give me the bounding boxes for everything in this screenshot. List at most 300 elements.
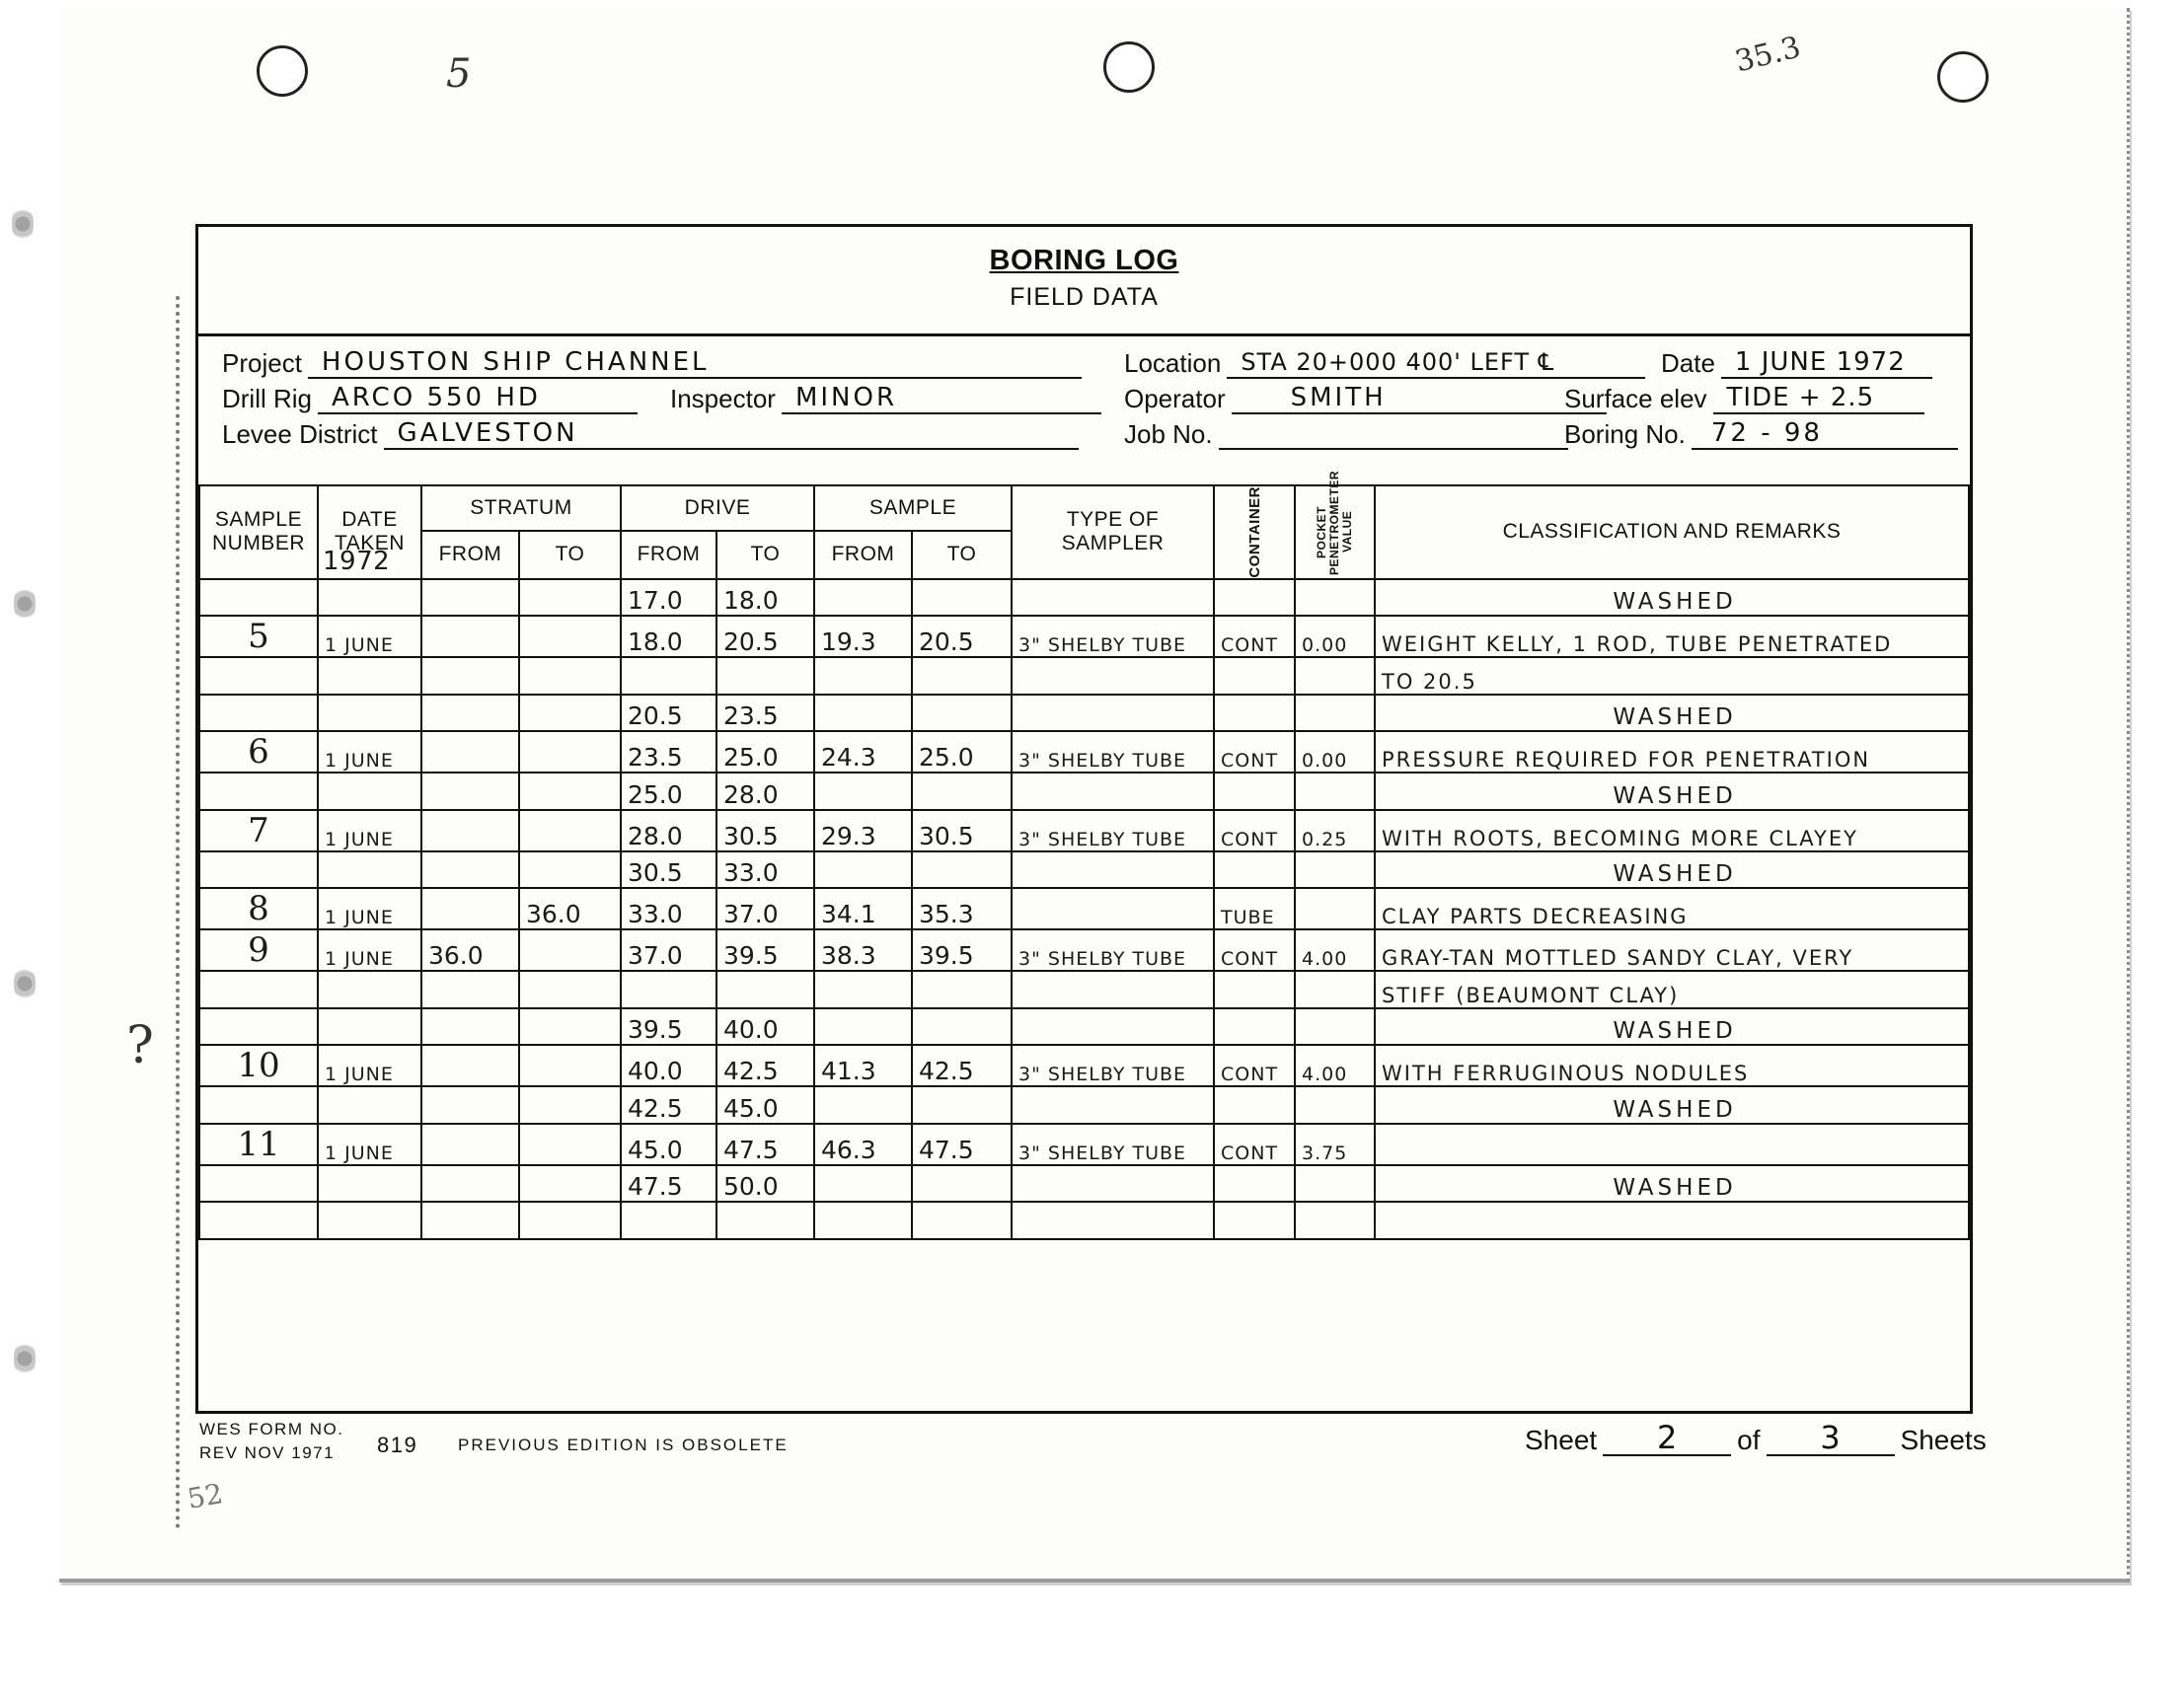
container-cell: [1214, 1008, 1295, 1046]
stratum-to-cell: [519, 1008, 621, 1046]
drive-from-cell: 18.0: [621, 616, 716, 657]
sample-from-cell: 46.3: [814, 1124, 912, 1165]
drive-from-cell: 40.0: [621, 1045, 716, 1086]
sample-from-cell: [814, 695, 912, 732]
sampler-type-cell: [1012, 1165, 1214, 1203]
container-cell: [1214, 773, 1295, 810]
container-cell: [1214, 1202, 1295, 1239]
sampler-type-cell: 3" SHELBY TUBE: [1012, 1124, 1214, 1165]
sample-from-cell: [814, 1202, 912, 1239]
question-mark: ?: [126, 1016, 154, 1075]
drive-to-cell: 20.5: [716, 616, 814, 657]
stratum-from-cell: [421, 1124, 519, 1165]
table-row: [199, 810, 1969, 851]
pocket-pen-cell: 0.00: [1295, 616, 1375, 657]
col-drive: DRIVE: [621, 485, 814, 531]
remarks-cell: WITH ROOTS, BECOMING MORE CLAYEY: [1375, 810, 1969, 851]
container-cell: [1214, 1165, 1295, 1203]
col-drive-to: TO: [716, 531, 814, 578]
stratum-from-cell: [421, 1045, 519, 1086]
date-taken-cell: [318, 695, 421, 732]
stratum-to-cell: [519, 1202, 621, 1239]
sample-to-cell: 35.3: [912, 888, 1012, 929]
pocket-pen-cell: 4.00: [1295, 929, 1375, 971]
form-title-block: [198, 245, 1970, 312]
stratum-from-cell: 36.0: [421, 929, 519, 971]
sample-to-cell: 25.0: [912, 731, 1012, 773]
pocket-pen-cell: [1295, 1008, 1375, 1046]
container-cell: CONT: [1214, 1124, 1295, 1165]
drive-from-cell: 25.0: [621, 773, 716, 810]
drive-from-cell: 47.5: [621, 1165, 716, 1203]
container-cell: CONT: [1214, 616, 1295, 657]
drive-to-cell: [716, 1202, 814, 1239]
pocket-pen-cell: [1295, 851, 1375, 889]
date-taken-cell: 1 JUNE: [318, 888, 421, 929]
punch-hole-right: [1937, 51, 1989, 103]
col-container-label: CONTAINER: [1245, 486, 1263, 578]
stratum-from-cell: [421, 1202, 519, 1239]
sampler-type-cell: 3" SHELBY TUBE: [1012, 731, 1214, 773]
remarks-cell: WEIGHT KELLY, 1 ROD, TUBE PENETRATED: [1375, 616, 1969, 657]
date-taken-cell: 1 JUNE: [318, 1045, 421, 1086]
pocket-pen-cell: 0.25: [1295, 810, 1375, 851]
sample-number-cell: 7: [199, 810, 318, 851]
sample-from-cell: 41.3: [814, 1045, 912, 1086]
container-cell: [1214, 971, 1295, 1008]
drive-from-cell: 33.0: [621, 888, 716, 929]
form-subtitle: FIELD DATA: [1010, 283, 1159, 311]
sample-to-cell: [912, 579, 1012, 617]
stratum-to-cell: [519, 851, 621, 889]
punch-hole-center: [1103, 41, 1155, 93]
col-pocket-pen-label: POCKET PENETROMETER VALUE: [1315, 471, 1355, 576]
binder-stain: [12, 202, 34, 246]
title-divider: [198, 333, 1970, 336]
sample-to-cell: [912, 695, 1012, 732]
inspector-label: Inspector: [670, 384, 776, 413]
drive-to-cell: 18.0: [716, 579, 814, 617]
pocket-pen-cell: [1295, 1202, 1375, 1239]
sample-from-cell: [814, 971, 912, 1008]
drill-rig-field: [222, 383, 638, 414]
drill-rig-label: Drill Rig: [222, 384, 312, 413]
sampler-type-cell: [1012, 1008, 1214, 1046]
form-revision: REV NOV 1971: [199, 1443, 336, 1462]
stratum-to-cell: [519, 1165, 621, 1203]
form-number: 819: [377, 1433, 418, 1457]
sampler-type-cell: [1012, 1086, 1214, 1124]
stratum-from-cell: [421, 1165, 519, 1203]
drive-to-cell: 33.0: [716, 851, 814, 889]
stratum-from-cell: [421, 616, 519, 657]
stratum-from-cell: [421, 1086, 519, 1124]
container-cell: CONT: [1214, 810, 1295, 851]
table-row: [199, 616, 1969, 657]
col-date-taken-label: DATE TAKEN: [335, 508, 405, 555]
remarks-cell: WASHED: [1375, 695, 1969, 732]
col-stratum: STRATUM: [421, 485, 621, 531]
sample-number-cell: [199, 695, 318, 732]
page-mark: 5: [446, 51, 472, 97]
sample-from-cell: [814, 851, 912, 889]
inspector-field: [670, 383, 1101, 414]
date-taken-cell: 1 JUNE: [318, 1124, 421, 1165]
binder-edge: [176, 296, 189, 1529]
date-taken-cell: [318, 1086, 421, 1124]
stratum-to-cell: [519, 1124, 621, 1165]
drive-from-cell: [621, 657, 716, 695]
drive-to-cell: 39.5: [716, 929, 814, 971]
sample-number-cell: [199, 657, 318, 695]
stratum-to-cell: [519, 1045, 621, 1086]
sample-number-cell: 10: [199, 1045, 318, 1086]
container-cell: [1214, 657, 1295, 695]
boring-log-rows: [199, 579, 1969, 1239]
sample-number-cell: 5: [199, 616, 318, 657]
stratum-from-cell: [421, 773, 519, 810]
drive-from-cell: 17.0: [621, 579, 716, 617]
sample-from-cell: 19.3: [814, 616, 912, 657]
sample-number-cell: [199, 579, 318, 617]
sample-number-cell: 8: [199, 888, 318, 929]
stratum-from-cell: [421, 851, 519, 889]
sample-from-cell: [814, 1165, 912, 1203]
table-row: [199, 1045, 1969, 1086]
boring-log-table: [198, 471, 1970, 1240]
drive-from-cell: 28.0: [621, 810, 716, 851]
sample-from-cell: 29.3: [814, 810, 912, 851]
col-sample: SAMPLE: [814, 485, 1012, 531]
drive-to-cell: 28.0: [716, 773, 814, 810]
col-stratum-from: FROM: [421, 531, 519, 578]
pocket-pen-cell: [1295, 1165, 1375, 1203]
remarks-cell: WASHED: [1375, 1008, 1969, 1046]
sample-to-cell: [912, 657, 1012, 695]
drive-to-cell: [716, 657, 814, 695]
stratum-to-cell: [519, 579, 621, 617]
stratum-to-cell: [519, 616, 621, 657]
col-sample-to: TO: [912, 531, 1012, 578]
remarks-cell: WASHED: [1375, 579, 1969, 617]
remarks-cell: PRESSURE REQUIRED FOR PENETRATION: [1375, 731, 1969, 773]
table-row: [199, 731, 1969, 773]
drive-from-cell: [621, 1202, 716, 1239]
levee-district-value: GALVESTON: [384, 418, 1079, 450]
col-date-taken: [318, 485, 421, 579]
table-row: [199, 971, 1969, 1008]
sampler-type-cell: [1012, 657, 1214, 695]
remarks-cell: STIFF (BEAUMONT CLAY): [1375, 971, 1969, 1008]
sample-number-cell: 6: [199, 731, 318, 773]
sampler-type-cell: [1012, 851, 1214, 889]
drive-to-cell: 37.0: [716, 888, 814, 929]
col-pocket-pen: [1295, 471, 1375, 579]
sample-to-cell: [912, 1202, 1012, 1239]
date-taken-cell: [318, 773, 421, 810]
date-taken-cell: [318, 1202, 421, 1239]
date-label: Date: [1661, 348, 1715, 378]
stratum-to-cell: [519, 773, 621, 810]
binder-stain: [14, 1337, 36, 1380]
stratum-to-cell: [519, 731, 621, 773]
drive-to-cell: 42.5: [716, 1045, 814, 1086]
sampler-type-cell: [1012, 1202, 1214, 1239]
sampler-type-cell: [1012, 579, 1214, 617]
table-row: [199, 695, 1969, 732]
boring-no-field: [1564, 418, 1958, 450]
col-container: [1214, 485, 1295, 579]
sampler-type-cell: [1012, 773, 1214, 810]
col-stratum-to: TO: [519, 531, 621, 578]
date-taken-cell: [318, 579, 421, 617]
date-taken-cell: 1 JUNE: [318, 616, 421, 657]
drive-from-cell: 45.0: [621, 1124, 716, 1165]
sample-to-cell: [912, 1086, 1012, 1124]
date-taken-cell: [318, 1008, 421, 1046]
container-cell: [1214, 851, 1295, 889]
pocket-pen-cell: [1295, 888, 1375, 929]
col-classification: CLASSIFICATION AND REMARKS: [1375, 485, 1969, 579]
surface-elev-field: [1564, 383, 1924, 414]
table-row: [199, 1124, 1969, 1165]
sample-to-cell: [912, 773, 1012, 810]
sheet-number: 2: [1603, 1421, 1731, 1456]
table-row: [199, 888, 1969, 929]
drive-from-cell: 42.5: [621, 1086, 716, 1124]
table-row: [199, 929, 1969, 971]
operator-value: SMITH: [1232, 383, 1607, 414]
sheets-label: Sheets: [1900, 1425, 1987, 1455]
table-row: [199, 579, 1969, 617]
project-field: [222, 347, 1082, 379]
corner-mark: 35.3: [1731, 30, 1805, 80]
sample-to-cell: 42.5: [912, 1045, 1012, 1086]
drive-from-cell: 37.0: [621, 929, 716, 971]
stratum-to-cell: [519, 657, 621, 695]
location-label: Location: [1124, 348, 1222, 378]
stratum-from-cell: [421, 695, 519, 732]
drive-from-cell: 20.5: [621, 695, 716, 732]
stratum-to-cell: 36.0: [519, 888, 621, 929]
sample-number-cell: [199, 971, 318, 1008]
sheet-count: [1525, 1421, 1987, 1456]
remarks-cell: WASHED: [1375, 1086, 1969, 1124]
punch-hole-left: [257, 45, 308, 97]
drive-to-cell: 40.0: [716, 1008, 814, 1046]
stratum-from-cell: [421, 657, 519, 695]
sample-to-cell: [912, 851, 1012, 889]
date-taken-cell: [318, 851, 421, 889]
form-title: BORING LOG: [989, 245, 1179, 276]
date-taken-cell: [318, 971, 421, 1008]
inspector-value: MINOR: [782, 383, 1101, 414]
obsolete-notice: PREVIOUS EDITION IS OBSOLETE: [458, 1436, 789, 1454]
stamp-mark: 52: [185, 1477, 226, 1515]
sheet-label: Sheet: [1525, 1425, 1598, 1455]
sample-number-cell: [199, 1008, 318, 1046]
remarks-cell: WASHED: [1375, 851, 1969, 889]
operator-label: Operator: [1124, 384, 1226, 413]
operator-field: [1124, 383, 1607, 414]
remarks-cell: CLAY PARTS DECREASING: [1375, 888, 1969, 929]
table-row: [199, 773, 1969, 810]
sample-from-cell: [814, 773, 912, 810]
sample-from-cell: [814, 657, 912, 695]
col-sample-from: FROM: [814, 531, 912, 578]
sample-from-cell: 24.3: [814, 731, 912, 773]
container-cell: CONT: [1214, 1045, 1295, 1086]
pocket-pen-cell: [1295, 657, 1375, 695]
of-label: of: [1737, 1425, 1761, 1455]
pocket-pen-cell: 3.75: [1295, 1124, 1375, 1165]
table-row: [199, 1008, 1969, 1046]
sample-number-cell: [199, 1202, 318, 1239]
sampler-type-cell: [1012, 888, 1214, 929]
pocket-pen-cell: 4.00: [1295, 1045, 1375, 1086]
job-no-value: [1219, 418, 1568, 450]
binder-stain: [14, 582, 36, 626]
drive-to-cell: 25.0: [716, 731, 814, 773]
job-no-label: Job No.: [1124, 419, 1213, 449]
remarks-cell: [1375, 1202, 1969, 1239]
remarks-cell: [1375, 1124, 1969, 1165]
remarks-cell: TO 20.5: [1375, 657, 1969, 695]
sample-to-cell: [912, 1008, 1012, 1046]
sample-number-cell: [199, 1086, 318, 1124]
table-row: [199, 1086, 1969, 1124]
boring-no-label: Boring No.: [1564, 419, 1686, 449]
surface-elev-value: TIDE + 2.5: [1713, 383, 1924, 414]
levee-district-field: [222, 418, 1079, 450]
boring-no-value: 72 - 98: [1692, 418, 1958, 450]
col-type-of-sampler: TYPE OF SAMPLER: [1012, 485, 1214, 579]
project-label: Project: [222, 348, 302, 378]
drill-rig-value: ARCO 550 HD: [318, 383, 638, 414]
sample-to-cell: 39.5: [912, 929, 1012, 971]
boring-log-form: [195, 224, 1973, 1414]
pocket-pen-cell: [1295, 971, 1375, 1008]
date-taken-cell: [318, 1165, 421, 1203]
total-sheets: 3: [1767, 1421, 1895, 1456]
drive-from-cell: 39.5: [621, 1008, 716, 1046]
sampler-type-cell: 3" SHELBY TUBE: [1012, 616, 1214, 657]
sample-to-cell: 20.5: [912, 616, 1012, 657]
sample-from-cell: 38.3: [814, 929, 912, 971]
stratum-from-cell: [421, 579, 519, 617]
pocket-pen-cell: [1295, 579, 1375, 617]
sample-number-cell: [199, 773, 318, 810]
levee-district-label: Levee District: [222, 419, 378, 449]
container-cell: [1214, 1086, 1295, 1124]
container-cell: CONT: [1214, 929, 1295, 971]
binder-stain: [14, 962, 36, 1005]
pocket-pen-cell: [1295, 695, 1375, 732]
sampler-type-cell: [1012, 971, 1214, 1008]
drive-to-cell: [716, 971, 814, 1008]
remarks-cell: WITH FERRUGINOUS NODULES: [1375, 1045, 1969, 1086]
stratum-to-cell: [519, 971, 621, 1008]
date-taken-cell: 1 JUNE: [318, 929, 421, 971]
sample-number-cell: 9: [199, 929, 318, 971]
remarks-cell: WASHED: [1375, 1165, 1969, 1203]
date-taken-cell: 1 JUNE: [318, 731, 421, 773]
table-row: [199, 657, 1969, 695]
date-taken-cell: [318, 657, 421, 695]
drive-to-cell: 23.5: [716, 695, 814, 732]
pocket-pen-cell: 0.00: [1295, 731, 1375, 773]
stratum-to-cell: [519, 810, 621, 851]
date-taken-cell: 1 JUNE: [318, 810, 421, 851]
drive-to-cell: 30.5: [716, 810, 814, 851]
sample-from-cell: 34.1: [814, 888, 912, 929]
container-cell: [1214, 695, 1295, 732]
sampler-type-cell: [1012, 695, 1214, 732]
drive-to-cell: 50.0: [716, 1165, 814, 1203]
container-cell: [1214, 579, 1295, 617]
sample-from-cell: [814, 1008, 912, 1046]
stratum-from-cell: [421, 810, 519, 851]
stratum-to-cell: [519, 695, 621, 732]
job-no-field: [1124, 418, 1568, 450]
sample-from-cell: [814, 579, 912, 617]
pocket-pen-cell: [1295, 1086, 1375, 1124]
sample-to-cell: 47.5: [912, 1124, 1012, 1165]
stratum-from-cell: [421, 971, 519, 1008]
stratum-to-cell: [519, 1086, 621, 1124]
drive-from-cell: [621, 971, 716, 1008]
project-value: HOUSTON SHIP CHANNEL: [308, 347, 1082, 379]
container-cell: TUBE: [1214, 888, 1295, 929]
table-row: [199, 1202, 1969, 1239]
sampler-type-cell: 3" SHELBY TUBE: [1012, 929, 1214, 971]
date-value: 1 JUNE 1972: [1721, 347, 1932, 379]
container-cell: CONT: [1214, 731, 1295, 773]
stratum-from-cell: [421, 1008, 519, 1046]
sample-number-cell: 11: [199, 1124, 318, 1165]
drive-from-cell: 23.5: [621, 731, 716, 773]
col-sample-number: SAMPLE NUMBER: [199, 485, 318, 579]
drive-from-cell: 30.5: [621, 851, 716, 889]
remarks-cell: WASHED: [1375, 773, 1969, 810]
sampler-type-cell: 3" SHELBY TUBE: [1012, 1045, 1214, 1086]
sample-number-cell: [199, 851, 318, 889]
location-field: [1124, 347, 1645, 379]
sample-to-cell: [912, 971, 1012, 1008]
sampler-type-cell: 3" SHELBY TUBE: [1012, 810, 1214, 851]
sample-to-cell: 30.5: [912, 810, 1012, 851]
form-number-label: WES FORM NO.: [199, 1420, 344, 1438]
stratum-from-cell: [421, 888, 519, 929]
pocket-pen-cell: [1295, 773, 1375, 810]
drive-to-cell: 45.0: [716, 1086, 814, 1124]
drive-to-cell: 47.5: [716, 1124, 814, 1165]
col-date-year: 1972: [323, 546, 391, 576]
location-value: STA 20+000 400' LEFT ℄: [1227, 347, 1645, 379]
table-row: [199, 1165, 1969, 1203]
stratum-from-cell: [421, 731, 519, 773]
table-row: [199, 851, 1969, 889]
sample-from-cell: [814, 1086, 912, 1124]
sample-to-cell: [912, 1165, 1012, 1203]
stratum-to-cell: [519, 929, 621, 971]
col-drive-from: FROM: [621, 531, 716, 578]
remarks-cell: GRAY-TAN MOTTLED SANDY CLAY, VERY: [1375, 929, 1969, 971]
surface-elev-label: Surface elev: [1564, 384, 1707, 413]
sample-number-cell: [199, 1165, 318, 1203]
form-number-block: [199, 1418, 343, 1465]
date-field: [1661, 347, 1932, 379]
